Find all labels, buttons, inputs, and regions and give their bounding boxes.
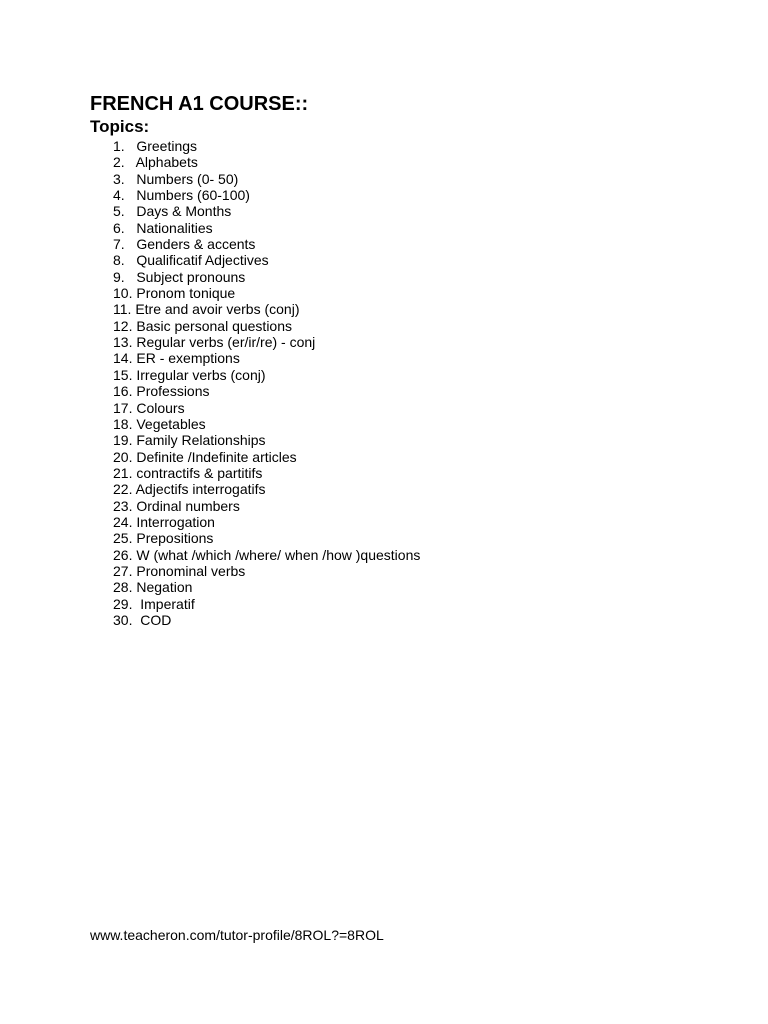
footer-url: www.teacheron.com/tutor-profile/8ROL?=8ROL bbox=[90, 927, 384, 943]
list-item: 29. Imperatif bbox=[113, 595, 195, 612]
list-item: 22. Adjectifs interrogatifs bbox=[113, 481, 266, 498]
list-item: 25. Prepositions bbox=[113, 530, 214, 547]
list-item: 2. Alphabets bbox=[113, 154, 198, 171]
list-item: 7. Genders & accents bbox=[113, 236, 256, 253]
list-item: 1. Greetings bbox=[113, 138, 198, 154]
list-item: 23. Ordinal numbers bbox=[113, 497, 240, 514]
list-item: 8. Qualificatif Adjectives bbox=[113, 252, 269, 269]
list-item: 4. Numbers (60-100) bbox=[113, 187, 250, 204]
list-item: 26. W (what /which /where/ when /how )questions bbox=[113, 546, 421, 563]
list-item: 11. Etre and avoir verbs (conj) bbox=[113, 301, 300, 318]
list-item: 10. Pronom tonique bbox=[113, 285, 236, 302]
list-item: 20. Definite /Indefinite articles bbox=[113, 448, 297, 465]
list-item: 24. Interrogation bbox=[113, 513, 215, 530]
list-item: 3. Numbers (0- 50) bbox=[113, 170, 239, 187]
list-item: 18. Vegetables bbox=[113, 415, 206, 432]
list-item: 9. Subject pronouns bbox=[113, 268, 246, 285]
list-item: 14. ER - exemptions bbox=[113, 350, 240, 367]
list-item: 28. Negation bbox=[113, 579, 193, 596]
list-item: 19. Family Relationships bbox=[113, 432, 266, 449]
page-title: FRENCH A1 COURSE:: bbox=[90, 93, 309, 115]
topic-list bbox=[113, 138, 420, 628]
list-item: 12. Basic personal questions bbox=[113, 317, 292, 334]
list-item: 27. Pronominal verbs bbox=[113, 562, 246, 579]
topics-heading: Topics: bbox=[90, 117, 150, 136]
list-item: 30. COD bbox=[113, 611, 172, 628]
list-item: 13. Regular verbs (er/ir/re) - conj bbox=[113, 334, 316, 351]
list-item: 21. contractifs & partitifs bbox=[113, 464, 263, 481]
list-item: 6. Nationalities bbox=[113, 219, 213, 236]
list-item: 16. Professions bbox=[113, 383, 210, 400]
list-item: 17. Colours bbox=[113, 399, 185, 416]
list-item: 15. Irregular verbs (conj) bbox=[113, 366, 266, 383]
list-item: 5. Days & Months bbox=[113, 203, 232, 220]
